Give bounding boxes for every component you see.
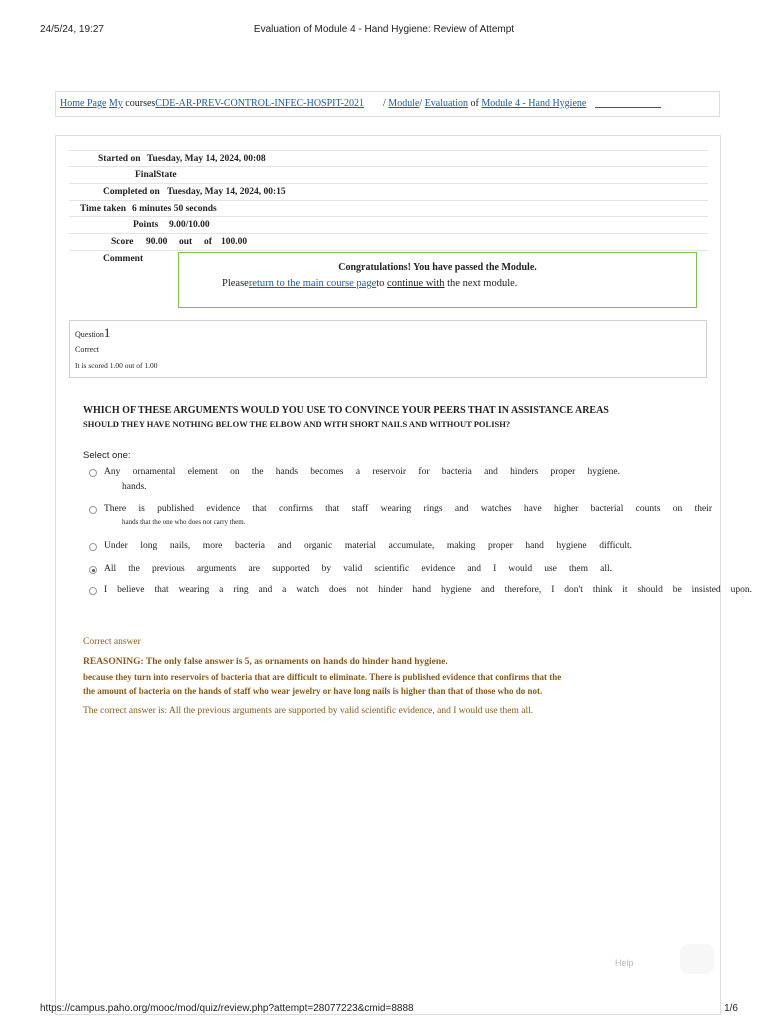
option-1-radio[interactable]: [89, 469, 97, 477]
breadcrumb-module-name-link[interactable]: Module 4 - Hand Hygiene: [481, 98, 587, 109]
score-value: 90.00: [146, 237, 168, 247]
breadcrumb-blank-link[interactable]: [595, 107, 661, 108]
breadcrumb-evaluation-link[interactable]: Evaluation: [424, 98, 469, 109]
score-of: of: [204, 237, 212, 247]
option-5-text[interactable]: I believe that wearing a ring and a watch does not hinder hand hygiene and therefore, I don't think it should be insisted upon.: [104, 585, 752, 595]
summary-row-time: [69, 200, 708, 217]
option-2-radio[interactable]: [89, 506, 97, 514]
score-max: 100.00: [221, 237, 248, 247]
summary-row-points: [69, 216, 708, 233]
breadcrumb-courses-text: courses: [125, 98, 156, 109]
option-1-text[interactable]: Any ornamental element on the hands becomes a reservoir for bacteria and hinders proper hygiene.: [104, 467, 620, 477]
completed-label: Completed on: [103, 187, 160, 197]
breadcrumb-of-text: of: [470, 98, 479, 109]
correct-answer-label: Correct answer: [83, 637, 141, 647]
score-out: out: [179, 237, 193, 247]
comment-box: [178, 252, 697, 308]
summary-row-score: [69, 233, 708, 250]
breadcrumb-separator: /: [383, 98, 386, 109]
question-grade: It is scored 1.00 out of 1.00: [75, 361, 158, 370]
question-label: [75, 325, 110, 341]
comment-text: [222, 278, 517, 289]
summary-row-completed: [69, 183, 708, 200]
option-5-radio[interactable]: [89, 587, 97, 595]
state-label: Final: [135, 170, 157, 180]
feedback-reasoning-line1: REASONING: The only false answer is 5, as ornaments on hands do hinder hand hygiene.: [83, 657, 448, 667]
question-text-line2: SHOULD THEY HAVE NOTHING BELOW THE ELBOW AND WITH SHORT NAILS AND WITHOUT POLISH?: [83, 419, 511, 429]
started-label: Started on: [98, 154, 141, 164]
option-1-continuation: hands.: [122, 482, 147, 492]
score-label: Score: [111, 237, 134, 247]
time-taken-value: 6 minutes 50 seconds: [132, 204, 217, 214]
breadcrumb-module-link[interactable]: Module: [388, 98, 420, 109]
question-info-box: [69, 320, 707, 378]
print-title: Evaluation of Module 4 - Hand Hygiene: Review of Attempt: [253, 24, 515, 35]
comment-continue: continue with: [387, 278, 445, 289]
feedback-reasoning-line2: because they turn into reservoirs of bacteria that are difficult to eliminate. There is published evidence that confirms that the: [83, 672, 562, 682]
print-date: 24/5/24, 19:27: [40, 24, 104, 35]
breadcrumb-my-link[interactable]: My: [108, 98, 123, 109]
select-one-prompt: Select one:: [83, 450, 131, 461]
breadcrumb-home-link[interactable]: Home Page: [60, 98, 107, 109]
comment-rest: the next module.: [447, 278, 518, 289]
print-url: https://campus.paho.org/mooc/mod/quiz/review.php?attempt=28077223&cmid=8888: [40, 1003, 414, 1014]
option-4-text[interactable]: All the previous arguments are supported by valid scientific evidence and I would use them all.: [104, 564, 612, 574]
help-bubble-button[interactable]: [680, 944, 714, 974]
completed-value: Tuesday, May 14, 2024, 00:15: [167, 187, 286, 197]
question-text-line1: WHICH OF THESE ARGUMENTS WOULD YOU USE TO CONVINCE YOUR PEERS THAT IN ASSISTANCE AREAS: [83, 405, 609, 416]
return-to-course-link[interactable]: return to the main course page: [248, 278, 377, 289]
question-label-text: Question: [75, 330, 104, 339]
print-page-number: 1/6: [724, 1003, 738, 1014]
summary-row-started: [69, 150, 708, 167]
help-link[interactable]: Help: [615, 958, 634, 968]
option-4-radio[interactable]: [89, 566, 97, 574]
option-3-radio[interactable]: [89, 543, 97, 551]
option-2-text[interactable]: There is published evidence that confirms that staff wearing rings and watches have higher bacterial counts on their: [104, 504, 712, 514]
comment-title: Congratulations! You have passed the Module.: [338, 262, 537, 273]
comment-label: Comment: [103, 254, 144, 264]
comment-please: Please: [222, 278, 249, 289]
right-answer-text: The correct answer is: All the previous arguments are supported by valid scientific evidence, and I would use them all.: [83, 706, 534, 716]
question-number: 1: [103, 325, 111, 340]
time-taken-label: Time taken: [80, 204, 127, 214]
comment-to: to: [376, 278, 385, 289]
points-value: 9.00/10.00: [169, 220, 210, 230]
points-label: Points: [133, 220, 159, 230]
option-3-text[interactable]: Under long nails, more bacteria and organic material accumulate, making proper hand hygiene difficult.: [104, 541, 632, 551]
started-value: Tuesday, May 14, 2024, 00:08: [147, 154, 266, 164]
breadcrumb-separator: /: [419, 98, 423, 109]
option-2-continuation: hands that the one who does not carry them.: [122, 518, 246, 526]
question-state: Correct: [75, 345, 99, 354]
breadcrumb-course-link[interactable]: CDE-AR-PREV-CONTROL-INFEC-HOSPIT-2021: [155, 98, 365, 109]
summary-row-state: [69, 166, 708, 183]
feedback-reasoning-line3: the amount of bacteria on the hands of staff who wear jewelry or have long nails is higher than that of those who do not.: [83, 686, 543, 696]
state-value: State: [156, 170, 177, 180]
breadcrumb: [55, 91, 720, 117]
